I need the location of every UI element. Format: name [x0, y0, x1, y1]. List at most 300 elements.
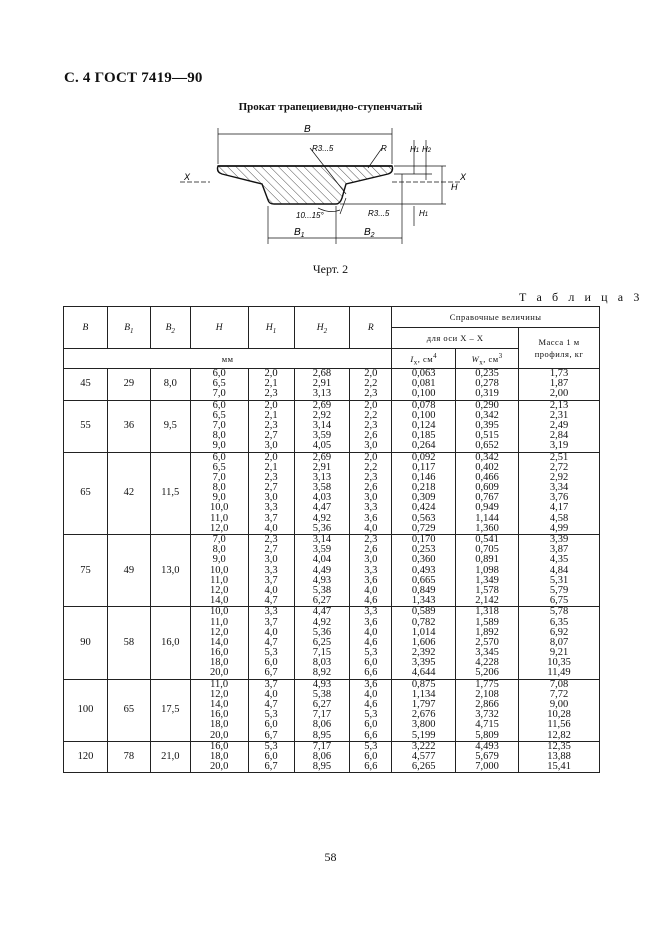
cell-value: 3,76: [549, 492, 569, 504]
profile-drawing: [170, 118, 470, 258]
cell-value: 0,063: [411, 368, 436, 379]
cell-value: 2,51: [549, 451, 569, 463]
cell-h: [190, 607, 248, 679]
cell-r: [350, 452, 392, 535]
cell-value: 8,0: [212, 482, 226, 494]
cell-value: 6,0: [264, 719, 278, 731]
cell-h1: [248, 741, 294, 773]
cell-value: 6,5: [212, 461, 226, 473]
cell-value: 5,3: [264, 709, 278, 721]
cell-value: 3,3: [364, 502, 378, 514]
cell-value: 2,31: [549, 409, 569, 421]
cell-value: 5,809: [475, 729, 499, 741]
cell-value: 8,03: [312, 657, 332, 669]
cell-wx: [456, 452, 519, 535]
cell-value: 0,767: [475, 492, 499, 504]
cell-value: 1,589: [475, 616, 499, 628]
cell-value: 3,3: [364, 564, 378, 576]
cell-wx: [456, 400, 519, 452]
cell-value: 0,515: [475, 430, 499, 442]
cell-b2: 21,0: [150, 741, 190, 773]
cell-value: 0,589: [411, 606, 436, 618]
cell-value: 2,6: [364, 482, 378, 494]
cell-value: 2,570: [475, 636, 499, 648]
cell-value: 14,0: [209, 699, 229, 710]
cell-value: 3,7: [264, 574, 278, 586]
cell-value: 11,0: [210, 574, 229, 586]
cell-value: 8,0: [212, 430, 226, 442]
cell-value: 3,222: [411, 740, 436, 752]
cell-value: 6,27: [312, 699, 332, 710]
cell-ix: [392, 741, 456, 773]
cell-value: 1,606: [411, 636, 436, 648]
cell-value: 3,59: [312, 430, 332, 442]
cell-value: 2,6: [364, 430, 378, 442]
cell-b1: 58: [107, 607, 150, 679]
cell-value: 1,87: [549, 378, 569, 390]
cell-h: [190, 369, 248, 401]
cell-value: 4,493: [475, 740, 499, 752]
cell-value: 6,5: [212, 378, 226, 390]
cell-value: 0,342: [475, 409, 499, 421]
cell-value: 2,3: [364, 534, 378, 545]
cell-value: 6,6: [364, 667, 378, 679]
cell-r: [350, 607, 392, 679]
cell-value: 2,92: [312, 409, 332, 421]
cell-value: 4,0: [264, 522, 278, 534]
cell-value: 2,392: [411, 647, 436, 659]
cell-value: 0,466: [475, 471, 499, 483]
page-number: 58: [324, 850, 337, 864]
cell-value: 0,360: [411, 554, 436, 566]
cell-value: 3,732: [475, 709, 499, 721]
cell-value: 4,84: [549, 564, 569, 576]
cell-ix: [392, 607, 456, 679]
cell-value: 5,199: [411, 729, 436, 741]
cell-h1: [248, 400, 294, 452]
cell-value: 2,3: [264, 471, 278, 483]
cell-b: 55: [64, 400, 108, 452]
cell-value: 2,68: [312, 368, 332, 379]
cell-value: 4,6: [364, 636, 378, 648]
cell-value: 3,0: [264, 440, 278, 452]
cell-value: 2,00: [549, 388, 569, 400]
dim-h-label: H: [451, 182, 458, 192]
cell-value: 4,6: [364, 595, 378, 607]
cell-value: 0,253: [411, 544, 436, 556]
cell-value: 2,2: [364, 378, 378, 390]
cell-b: 120: [64, 741, 108, 773]
cell-value: 5,679: [475, 750, 499, 762]
cell-value: 5,3: [364, 647, 378, 659]
cell-value: 1,775: [475, 678, 499, 690]
cell-mass: [519, 369, 600, 401]
table-row: [64, 400, 600, 452]
cell-value: 2,676: [411, 709, 436, 721]
cell-value: 2,866: [475, 699, 499, 710]
cell-value: 3,7: [264, 678, 278, 690]
cell-mass: [519, 400, 600, 452]
cell-value: 6,0: [364, 750, 378, 762]
cell-value: 12,82: [547, 729, 571, 741]
cell-value: 1,349: [475, 574, 499, 586]
cell-value: 5,36: [312, 626, 332, 638]
cell-mass: [519, 679, 600, 741]
cell-value: 0,493: [411, 564, 436, 576]
cell-value: 7,17: [312, 709, 332, 721]
cell-value: 0,342: [475, 451, 499, 463]
cell-value: 0,146: [411, 471, 436, 483]
cell-value: 0,652: [475, 440, 499, 452]
cell-value: 0,729: [411, 522, 436, 534]
cell-value: 12,0: [209, 688, 229, 700]
cell-value: 0,185: [411, 430, 436, 442]
cell-value: 1,098: [475, 564, 499, 576]
dim-r35-bottom-label: R3...5: [368, 209, 390, 218]
cell-b1: 65: [107, 679, 150, 741]
cell-value: 6,75: [549, 595, 569, 607]
col-header-h: H: [190, 307, 248, 349]
cell-value: 2,1: [264, 409, 278, 421]
cell-b1: 42: [107, 452, 150, 535]
cell-h: [190, 741, 248, 773]
cell-mass: [519, 452, 600, 535]
figure-caption: Черт. 2: [312, 262, 349, 276]
cell-value: 20,0: [209, 667, 229, 679]
cell-value: 6,6: [364, 761, 378, 773]
cell-value: 5,206: [475, 667, 499, 679]
cell-value: 2,108: [475, 688, 499, 700]
cell-value: 2,69: [312, 451, 332, 463]
cell-value: 0,278: [475, 378, 499, 390]
cell-wx: [456, 535, 519, 607]
cell-value: 0,563: [411, 512, 436, 524]
cell-b1: 36: [107, 400, 150, 452]
cell-b1: 49: [107, 535, 150, 607]
cell-value: 8,95: [312, 761, 332, 773]
cell-value: 2,84: [549, 430, 569, 442]
cell-value: 4,0: [364, 626, 378, 638]
cell-value: 5,38: [312, 584, 332, 596]
cell-value: 2,3: [264, 388, 278, 400]
cell-b1: 29: [107, 369, 150, 401]
cell-value: 9,0: [212, 554, 226, 566]
cell-r: [350, 535, 392, 607]
cell-ix: [392, 452, 456, 535]
cell-value: 3,3: [264, 564, 278, 576]
cell-value: 1,797: [411, 699, 436, 710]
cell-value: 16,0: [209, 647, 229, 659]
cell-value: 4,0: [364, 522, 378, 534]
cell-value: 6,265: [411, 761, 436, 773]
cell-value: 6,5: [212, 409, 226, 421]
cell-value: 10,0: [209, 606, 229, 618]
cell-value: 6,27: [312, 595, 332, 607]
cell-value: 3,395: [411, 657, 436, 669]
cell-b: 75: [64, 535, 108, 607]
col-header-h2: $H_2$: [294, 307, 350, 349]
cell-value: 4,92: [312, 512, 332, 524]
cell-b1: 78: [107, 741, 150, 773]
dim-h2-label: H2: [422, 145, 432, 154]
cell-value: 11,0: [210, 678, 229, 690]
cell-value: 2,69: [312, 399, 332, 411]
cell-h1: [248, 369, 294, 401]
cell-h2: [294, 452, 350, 535]
cell-value: 2,3: [364, 419, 378, 431]
cell-value: 3,800: [411, 719, 436, 731]
cell-value: 2,2: [364, 409, 378, 421]
table-row: [64, 679, 600, 741]
cell-value: 3,6: [364, 574, 378, 586]
cell-value: 2,7: [264, 482, 278, 494]
cell-value: 4,99: [549, 522, 569, 534]
cell-h1: [248, 679, 294, 741]
cell-b2: 9,5: [150, 400, 190, 452]
cell-value: 6,0: [364, 719, 378, 731]
cell-value: 2,142: [475, 595, 499, 607]
cell-value: 2,91: [312, 378, 332, 390]
cell-r: [350, 679, 392, 741]
cell-value: 7,0: [212, 534, 226, 545]
cell-value: 3,7: [264, 512, 278, 524]
col-header-wx: $W_x$, $см^3$: [456, 349, 519, 369]
cell-value: 9,0: [212, 440, 226, 452]
cell-value: 7,72: [549, 688, 569, 700]
dim-b1-label: $B_1$: [294, 227, 305, 239]
cell-value: 8,92: [312, 667, 332, 679]
cell-h1: [248, 607, 294, 679]
cell-value: 4,93: [312, 678, 332, 690]
cell-value: 3,7: [264, 616, 278, 628]
cell-value: 16,0: [209, 709, 229, 721]
header-reference-values: Справочные величины: [392, 307, 600, 328]
cell-value: 7,0: [212, 471, 226, 483]
cell-b: 90: [64, 607, 108, 679]
cell-ix: [392, 535, 456, 607]
cell-value: 14,0: [209, 636, 229, 648]
cell-value: 7,17: [312, 740, 332, 752]
cell-value: 0,309: [411, 492, 436, 504]
cell-value: 3,58: [312, 482, 332, 494]
cell-value: 12,0: [209, 626, 229, 638]
cell-value: 0,782: [411, 616, 436, 628]
axis-x-right-label: X: [460, 172, 467, 182]
cell-value: 1,144: [475, 512, 499, 524]
cell-h: [190, 535, 248, 607]
cell-value: 4,35: [549, 554, 569, 566]
cell-value: 0,124: [411, 419, 436, 431]
cell-value: 3,39: [549, 534, 569, 545]
cell-value: 5,38: [312, 688, 332, 700]
cell-value: 4,47: [312, 502, 332, 514]
cell-ix: [392, 369, 456, 401]
cell-value: 9,00: [549, 699, 569, 710]
cell-value: 2,0: [364, 399, 378, 411]
cell-value: 4,577: [411, 750, 436, 762]
cell-value: 8,95: [312, 729, 332, 741]
cell-value: 0,395: [475, 419, 499, 431]
cell-value: 2,0: [364, 451, 378, 463]
cell-value: 4,92: [312, 616, 332, 628]
angle-label: 10...15°: [296, 211, 324, 220]
cell-value: 6,25: [312, 636, 332, 648]
cell-value: 1,318: [475, 606, 499, 618]
cell-value: 4,6: [364, 699, 378, 710]
cell-value: 0,235: [475, 368, 499, 379]
cell-value: 9,0: [212, 492, 226, 504]
cell-r: [350, 741, 392, 773]
cell-value: 3,3: [264, 606, 278, 618]
cell-h2: [294, 607, 350, 679]
cell-value: 1,578: [475, 584, 499, 596]
cell-value: 4,93: [312, 574, 332, 586]
cell-value: 0,949: [475, 502, 499, 514]
col-header-mass: Масса 1 м профиля, кг: [519, 328, 600, 369]
cell-value: 6,7: [264, 761, 278, 773]
cell-b: 100: [64, 679, 108, 741]
cell-value: 16,0: [209, 740, 229, 752]
cell-value: 12,0: [209, 584, 229, 596]
cell-value: 0,100: [411, 409, 436, 421]
cell-value: 13,88: [547, 750, 571, 762]
cell-value: 5,36: [312, 522, 332, 534]
cell-value: 5,3: [364, 709, 378, 721]
cell-h2: [294, 679, 350, 741]
cell-value: 2,0: [264, 451, 278, 463]
cell-value: 3,0: [364, 554, 378, 566]
cell-value: 11,56: [547, 719, 571, 731]
cell-value: 3,0: [364, 492, 378, 504]
dim-r-label: R: [381, 144, 387, 153]
cell-value: 3,87: [549, 544, 569, 556]
cell-value: 5,31: [549, 574, 569, 586]
cell-value: 3,3: [364, 606, 378, 618]
cell-h: [190, 452, 248, 535]
cell-value: 5,3: [264, 740, 278, 752]
cell-value: 0,875: [411, 678, 436, 690]
cell-value: 0,100: [411, 388, 436, 400]
cell-value: 3,0: [264, 492, 278, 504]
cell-value: 3,59: [312, 544, 332, 556]
dim-h1-label: H1: [410, 145, 420, 154]
cell-value: 4,7: [264, 595, 278, 607]
cell-value: 8,06: [312, 719, 332, 731]
col-header-h1: $H_1$: [248, 307, 294, 349]
page-header: С. 4 ГОСТ 7419—90: [64, 70, 203, 86]
cell-value: 15,41: [547, 761, 571, 773]
cell-value: 0,665: [411, 574, 436, 586]
cell-value: 1,360: [475, 522, 499, 534]
cell-value: 7,15: [312, 647, 332, 659]
cell-value: 2,7: [264, 544, 278, 556]
cell-value: 6,0: [212, 399, 226, 411]
cell-h: [190, 679, 248, 741]
table-row: [64, 741, 600, 773]
cell-value: 4,58: [549, 512, 569, 524]
cell-value: 6,0: [212, 368, 226, 379]
cell-value: 10,0: [209, 564, 229, 576]
dim-r35-top-label: R3...5: [312, 144, 334, 153]
cell-value: 10,28: [547, 709, 571, 721]
cell-value: 0,290: [475, 399, 499, 411]
cell-value: 18,0: [209, 719, 229, 731]
figure-title: Прокат трапециевидно-ступенчатый: [238, 101, 423, 113]
cell-h: [190, 400, 248, 452]
cell-value: 2,7: [264, 430, 278, 442]
col-header-b1: $B_1$: [107, 307, 150, 349]
cell-value: 2,3: [264, 534, 278, 545]
cell-value: 6,6: [364, 729, 378, 741]
cell-value: 3,345: [475, 647, 499, 659]
cell-value: 3,13: [312, 388, 332, 400]
cell-value: 2,13: [549, 399, 569, 411]
cell-value: 2,92: [549, 471, 569, 483]
dimensions-table: [63, 306, 600, 773]
cell-value: 10,35: [547, 657, 571, 669]
table-row: [64, 452, 600, 535]
cell-value: 2,3: [264, 419, 278, 431]
cell-value: 4,7: [264, 699, 278, 710]
cell-value: 0,264: [411, 440, 436, 452]
cell-value: 2,3: [364, 471, 378, 483]
cell-b2: 11,5: [150, 452, 190, 535]
cell-value: 6,35: [549, 616, 569, 628]
cell-b: 65: [64, 452, 108, 535]
cell-value: 0,081: [411, 378, 436, 390]
cell-value: 0,218: [411, 482, 436, 494]
cell-value: 0,891: [475, 554, 499, 566]
cell-value: 3,13: [312, 471, 332, 483]
dim-b-label: B: [304, 124, 311, 135]
cell-value: 1,343: [411, 595, 436, 607]
cell-h2: [294, 369, 350, 401]
cell-value: 2,2: [364, 461, 378, 473]
cell-value: 3,6: [364, 678, 378, 690]
cell-value: 4,7: [264, 636, 278, 648]
cell-value: 7,000: [475, 761, 499, 773]
profile-section: [218, 166, 393, 204]
cell-value: 8,07: [549, 636, 569, 648]
cell-value: 5,3: [264, 647, 278, 659]
cell-mass: [519, 535, 600, 607]
cell-h2: [294, 400, 350, 452]
cell-value: 11,0: [210, 512, 229, 524]
cell-value: 1,73: [549, 368, 569, 379]
cell-value: 2,1: [264, 461, 278, 473]
cell-r: [350, 400, 392, 452]
cell-value: 2,72: [549, 461, 569, 473]
cell-value: 7,08: [549, 678, 569, 690]
cell-value: 5,79: [549, 584, 569, 596]
cell-value: 4,03: [312, 492, 332, 504]
cell-value: 0,849: [411, 584, 436, 596]
cell-value: 18,0: [209, 750, 229, 762]
cell-value: 3,6: [364, 512, 378, 524]
cell-wx: [456, 607, 519, 679]
cell-value: 12,35: [547, 740, 571, 752]
cell-value: 7,0: [212, 419, 226, 431]
cell-value: 2,91: [312, 461, 332, 473]
cell-b2: 8,0: [150, 369, 190, 401]
cell-value: 12,0: [209, 522, 229, 534]
cell-value: 4,49: [312, 564, 332, 576]
cell-mass: [519, 741, 600, 773]
cell-value: 0,092: [411, 451, 436, 463]
cell-value: 5,78: [549, 606, 569, 618]
table-row: [64, 607, 600, 679]
cell-value: 4,0: [364, 688, 378, 700]
